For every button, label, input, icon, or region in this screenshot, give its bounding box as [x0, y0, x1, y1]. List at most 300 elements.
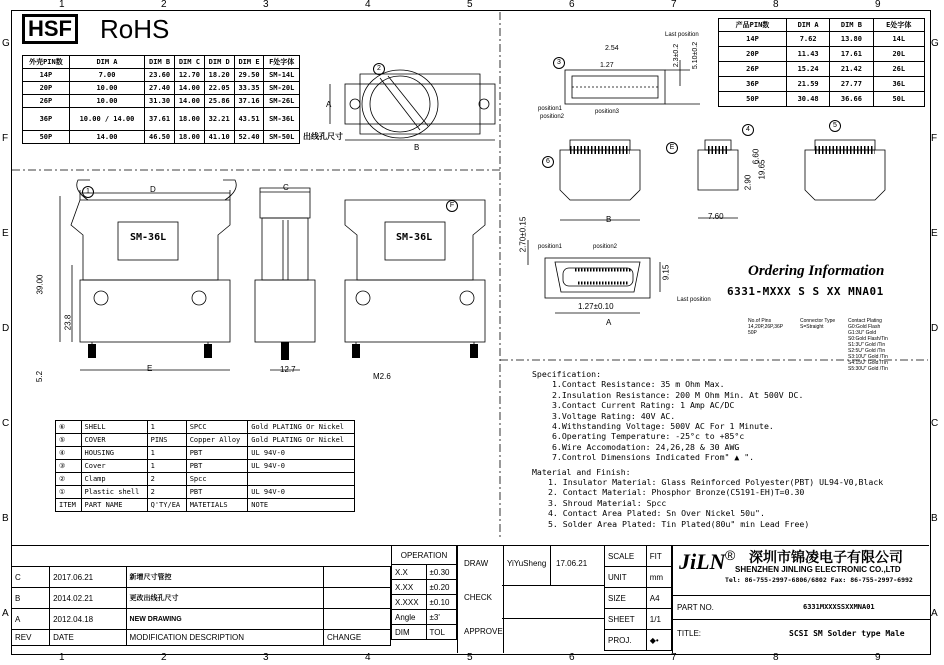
- dim-cell: 18.20: [204, 69, 234, 82]
- dim-header-cell: DIM E: [234, 56, 264, 69]
- tolerance-cell: X.XXX: [392, 595, 427, 610]
- label-d: D: [150, 185, 156, 194]
- dim-cell: 29.50: [234, 69, 264, 82]
- revision-row: [12, 588, 391, 609]
- dim-cell: 20P: [23, 82, 70, 95]
- revision-header-cell: DATE: [50, 630, 126, 646]
- zone-row-marker: F: [931, 133, 938, 144]
- zone-column-marker: 6: [569, 652, 575, 663]
- dim-header-cell: F处字体: [264, 56, 300, 69]
- plating-option: S3:10U" Gold /Tin: [848, 354, 888, 360]
- bom-cell: UL 94V-0: [248, 460, 355, 473]
- tolerance-footer-cell: DIM: [392, 625, 427, 640]
- dim-table-row: [719, 32, 925, 47]
- part-no-label: PART NO.: [677, 603, 714, 612]
- zone-row-marker: F: [2, 133, 9, 144]
- dim-header-cell: DIM B: [145, 56, 175, 69]
- dim-cell: 7.00: [69, 69, 144, 82]
- callout-bubble: 3: [553, 57, 565, 69]
- tolerance-title: OPERATION: [392, 546, 457, 565]
- bom-cell: 2: [147, 486, 186, 499]
- material-item: 1. Insulator Material: Glass Reinforced Polyester(PBT) UL94-V0,Black: [548, 477, 884, 488]
- zone-column-marker: 8: [773, 0, 779, 10]
- dim-2-54: 2.54: [605, 45, 619, 52]
- dim-table-left: [22, 55, 300, 144]
- dim-header-cell: E处字体: [873, 19, 924, 32]
- dim-23-8: 23.8: [63, 314, 73, 331]
- dim-6-60: 6.60: [751, 148, 761, 165]
- plating-option: S1:3U" Gold /Tin: [848, 342, 886, 348]
- dim-table-row: [719, 47, 925, 62]
- plating-option: S4:15U" Gold /Tin: [848, 360, 888, 366]
- company-logo: JiLN: [679, 549, 726, 574]
- dim-cell: 14L: [873, 32, 924, 47]
- bom-row: [56, 447, 355, 460]
- tolerance-table: [391, 545, 457, 640]
- divider: [502, 585, 604, 586]
- revision-cell: 2017.06.21: [50, 567, 126, 588]
- revision-header-cell: MODIFICATION DESCRIPTION: [126, 630, 323, 646]
- dim-cell: 52.40: [234, 131, 264, 144]
- revision-cell: A: [12, 609, 50, 630]
- dim-9-15: 9.15: [661, 264, 671, 281]
- bom-cell: PBT: [186, 460, 248, 473]
- dim-cell: 37.16: [234, 95, 264, 108]
- dim-table-row: [719, 92, 925, 107]
- title-label: TITLE:: [677, 629, 702, 638]
- scale-label: PROJ.: [605, 630, 647, 651]
- plating-option: G1:3U" Gold: [848, 330, 877, 336]
- scale-label: SCALE: [605, 546, 647, 567]
- spec-item: 3.Contact Current Rating: 1 Amp AC/DC: [552, 400, 735, 411]
- callout-bubble: 1: [82, 186, 94, 198]
- callout-bubble: 2: [373, 63, 385, 75]
- bom-header-cell: Q'TY/EA: [147, 499, 186, 512]
- label-a: A: [326, 100, 332, 109]
- draw-date: 17.06.21: [556, 559, 588, 568]
- dim-cell: 26P: [23, 95, 70, 108]
- label-a-right: A: [606, 318, 612, 327]
- ordering-connector: Connector Type S=Straight: [800, 318, 836, 330]
- bom-cell: Clamp: [81, 473, 147, 486]
- dim-cell: 27.40: [145, 82, 175, 95]
- bom-cell: ①: [56, 486, 82, 499]
- bom-cell: ③: [56, 460, 82, 473]
- position1-bottom: position1: [538, 244, 563, 250]
- ordering-plating: [848, 318, 888, 372]
- zone-row-marker: D: [931, 323, 939, 334]
- bom-header-cell: MATETIALS: [186, 499, 248, 512]
- specifications: [532, 369, 883, 529]
- bom-cell: Gold PLATING Or Nickel: [248, 421, 355, 434]
- ordering-code: 6331-MXXX S S XX MNA01: [727, 285, 884, 298]
- revision-header: [12, 630, 391, 646]
- bom-cell: [248, 473, 355, 486]
- revision-header-cell: CHANGE: [323, 630, 390, 646]
- scale-value: A4: [646, 588, 671, 609]
- bom-cell: COVER: [81, 434, 147, 447]
- zone-column-marker: 5: [467, 0, 473, 10]
- dim-cell: 36P: [23, 108, 70, 131]
- scale-row: [605, 588, 672, 609]
- plating-option: G0:Gold Flash: [848, 324, 881, 330]
- dim-cell: 36L: [873, 77, 924, 92]
- drawer-name: YiYuSheng: [507, 559, 547, 568]
- bom-cell: Spcc: [186, 473, 248, 486]
- spec-item: 6.Operating Temperature: -25°c to +85°c: [552, 431, 745, 442]
- tolerance-row: [392, 580, 457, 595]
- revision-change-cell: [323, 609, 390, 630]
- bom-cell: UL 94V-0: [248, 447, 355, 460]
- plating-option: Contact Plating: [848, 318, 882, 324]
- bom-cell: Cover: [81, 460, 147, 473]
- zone-column-marker: 5: [467, 652, 473, 663]
- zone-row-marker: G: [2, 38, 10, 49]
- zone-column-marker: 6: [569, 0, 575, 10]
- bom-row: [56, 460, 355, 473]
- dim-cell: 10.00: [69, 82, 144, 95]
- dim-cell: SM-14L: [264, 69, 300, 82]
- dim-5-2: 5.2: [35, 370, 45, 383]
- divider: [550, 545, 551, 585]
- zone-column-marker: 1: [59, 652, 65, 663]
- dim-cell: 30.48: [786, 92, 829, 107]
- revision-change-cell: [323, 567, 390, 588]
- position2-bottom: position2: [593, 244, 618, 250]
- dim-12-7: 12.7: [280, 365, 296, 374]
- tolerance-cell: ±0.10: [426, 595, 456, 610]
- dim-cell: 25.86: [204, 95, 234, 108]
- position1-top: position1: [538, 106, 563, 112]
- dim-cell: 12.70: [174, 69, 204, 82]
- scale-row: [605, 546, 672, 567]
- dim-cell: 41.10: [204, 131, 234, 144]
- dim-cell: 37.61: [145, 108, 175, 131]
- draw-label: DRAW: [464, 559, 489, 568]
- bom-header-cell: PART NAME: [81, 499, 147, 512]
- bom-cell: HOUSING: [81, 447, 147, 460]
- dim-cell: 21.42: [830, 62, 873, 77]
- ordering-title: Ordering Information: [748, 263, 885, 279]
- dim-cell: SM-20L: [264, 82, 300, 95]
- revision-change-cell: [323, 588, 390, 609]
- shell-mark-right: SM-36L: [396, 232, 433, 243]
- dim-cell: 36.66: [830, 92, 873, 107]
- dim-cell: 32.21: [204, 108, 234, 131]
- signoff-labels: [457, 545, 504, 653]
- dim-table-header: [719, 19, 925, 32]
- dim-cell: 26P: [719, 62, 787, 77]
- dim-cell: 11.43: [786, 47, 829, 62]
- zone-row-marker: A: [931, 608, 938, 619]
- check-label: CHECK: [464, 593, 493, 602]
- revision-header-cell: REV: [12, 630, 50, 646]
- scale-value: mm: [646, 567, 671, 588]
- dim-cell: 10.00 / 14.00: [69, 108, 144, 131]
- dim-cell: 33.35: [234, 82, 264, 95]
- bom-cell: 1: [147, 447, 186, 460]
- zone-row-marker: B: [931, 513, 938, 524]
- bom-header-cell: NOTE: [248, 499, 355, 512]
- dim-39: 39.00: [35, 274, 45, 295]
- dim-cell: 23.60: [145, 69, 175, 82]
- scale-value: 1/1: [646, 609, 671, 630]
- dim-cell: 7.62: [786, 32, 829, 47]
- tolerance-cell: X.X: [392, 565, 427, 580]
- dim-table-row: [23, 108, 300, 131]
- dim-cell: 26L: [873, 62, 924, 77]
- zone-row-marker: C: [2, 418, 10, 429]
- dim-cell: 18.00: [174, 108, 204, 131]
- zone-column-marker: 8: [773, 652, 779, 663]
- dim-header-cell: DIM B: [830, 19, 873, 32]
- plating-option: S2:5U" Gold /Tin: [848, 348, 886, 354]
- scale-row: [605, 609, 672, 630]
- dim-header-cell: 产品PIN数: [719, 19, 787, 32]
- dim-cell: 14P: [719, 32, 787, 47]
- position2-top: position2: [540, 114, 565, 120]
- dim-1-27: 1.27: [600, 62, 614, 69]
- callout-bubble: F: [446, 200, 458, 212]
- bom-cell: ②: [56, 473, 82, 486]
- bom-cell: SPCC: [186, 421, 248, 434]
- scale-row: [605, 567, 672, 588]
- dim-cell: 20L: [873, 47, 924, 62]
- zone-column-marker: 9: [875, 0, 881, 10]
- dim-header-cell: DIM C: [174, 56, 204, 69]
- dim-cell: 50L: [873, 92, 924, 107]
- dim-1-27b: 1.27±0.10: [578, 302, 614, 311]
- dim-table-row: [23, 131, 300, 144]
- tolerance-cell: ±3': [426, 610, 456, 625]
- bom-cell: UL 94V-0: [248, 486, 355, 499]
- bom-header-cell: ITEM: [56, 499, 82, 512]
- plating-option: S5:30U" Gold /Tin: [848, 366, 888, 372]
- dim-2-3: 2.3±0.2: [673, 43, 681, 68]
- zone-column-marker: 2: [161, 0, 167, 10]
- zone-column-marker: 1: [59, 0, 65, 10]
- dim-table-row: [23, 95, 300, 108]
- spec-item: 7.Control Dimensions Indicated From" ▲ ".: [552, 452, 755, 463]
- revision-cell: 2014.02.21: [50, 588, 126, 609]
- dim-cell: SM-26L: [264, 95, 300, 108]
- spec-item: 4.Withstanding Voltage: 500V AC For 1 Minute.: [552, 421, 774, 432]
- bom-cell: ⑤: [56, 434, 82, 447]
- dim-cell: SM-50L: [264, 131, 300, 144]
- material-title: Material and Finish:: [532, 466, 631, 477]
- dim-cell: 17.61: [830, 47, 873, 62]
- dim-table-row: [719, 62, 925, 77]
- spec-item: 3.Voltage Rating: 40V AC.: [552, 410, 676, 421]
- scale-label: UNIT: [605, 567, 647, 588]
- dim-table-row: [23, 82, 300, 95]
- zone-row-marker: C: [931, 418, 939, 429]
- spec-item: 6.Wire Accomodation: 24,26,28 & 30 AWG: [552, 441, 740, 452]
- tolerance-cell: Angle: [392, 610, 427, 625]
- zone-column-marker: 7: [671, 652, 677, 663]
- bom-cell: Gold PLATING Or Nickel: [248, 434, 355, 447]
- bom-table: [55, 420, 355, 512]
- zone-row-marker: D: [2, 323, 10, 334]
- dim-cell: 21.59: [786, 77, 829, 92]
- scale-table: [604, 545, 672, 651]
- dim-table-right: [718, 18, 925, 107]
- hsf-mark: HSF: [22, 14, 78, 44]
- scale-value: FIT: [646, 546, 671, 567]
- callout-bubble: E: [666, 142, 678, 154]
- dim-table-row: [719, 77, 925, 92]
- dim-19-65: 19.65: [757, 159, 767, 180]
- company-name-cn: 深圳市锦凌电子有限公司: [749, 549, 903, 565]
- bom-cell: 2: [147, 473, 186, 486]
- bom-cell: ⑥: [56, 421, 82, 434]
- tolerance-cell: ±0.20: [426, 580, 456, 595]
- zone-column-marker: 2: [161, 652, 167, 663]
- dim-header-cell: 外壳PIN数: [23, 56, 70, 69]
- company-name-en: SHENZHEN JINLING ELECTRONIC CO.,LTD: [735, 565, 901, 574]
- tolerance-cell: ±0.30: [426, 565, 456, 580]
- part-no-value: 6331MXXXSSXXMNA01: [803, 603, 875, 611]
- dim-cell: 43.51: [234, 108, 264, 131]
- dim-cell: 14.00: [174, 95, 204, 108]
- registered-mark: ®: [725, 547, 736, 563]
- dim-cell: 10.00: [69, 95, 144, 108]
- tolerance-row: [392, 610, 457, 625]
- bom-cell: PINS: [147, 434, 186, 447]
- bom-header: [56, 499, 355, 512]
- scale-row: [605, 630, 672, 651]
- title-value: SCSI SM Solder type Male: [789, 629, 905, 638]
- bom-cell: PBT: [186, 486, 248, 499]
- last-position-bottom: Last position: [677, 297, 711, 303]
- material-item: 4. Contact Area Plated: Sn Over Nickel 50u".: [548, 508, 765, 519]
- dim-2-90: 2.90: [743, 174, 753, 191]
- zone-row-marker: G: [931, 38, 939, 49]
- bom-row: [56, 473, 355, 486]
- bom-row: [56, 486, 355, 499]
- dim-cell: 46.50: [145, 131, 175, 144]
- revision-row: [12, 609, 391, 630]
- dim-cell: 27.77: [830, 77, 873, 92]
- zone-row-marker: E: [931, 228, 938, 239]
- dim-cell: 31.30: [145, 95, 175, 108]
- dim-table-row: [23, 69, 300, 82]
- zone-row-marker: A: [2, 608, 9, 619]
- revision-cell: NEW DRAWING: [126, 609, 323, 630]
- bom-row: [56, 434, 355, 447]
- spec-item: 1.Contact Resistance: 35 m Ohm Max.: [552, 379, 725, 390]
- material-item: 3. Shroud Material: Spcc: [548, 497, 667, 508]
- revision-cell: 更改出线孔尺寸: [126, 588, 323, 609]
- revision-row: [12, 567, 391, 588]
- zone-column-marker: 4: [365, 0, 371, 10]
- dim-m2-6: M2.6: [373, 372, 391, 381]
- divider: [502, 618, 604, 619]
- dim-cell: 22.05: [204, 82, 234, 95]
- dim-cell: 20P: [719, 47, 787, 62]
- bom-cell: Plastic shell: [81, 486, 147, 499]
- zone-column-marker: 7: [671, 0, 677, 10]
- zone-column-marker: 9: [875, 652, 881, 663]
- bom-cell: Copper Alloy: [186, 434, 248, 447]
- dim-cell: 14P: [23, 69, 70, 82]
- material-item: 2. Contact Material: Phosphor Bronze(C5191-EH)T=0.30: [548, 487, 805, 498]
- bom-cell: 1: [147, 421, 186, 434]
- rohs-mark: RoHS: [100, 14, 170, 44]
- tolerance-row: [392, 565, 457, 580]
- bom-cell: SHELL: [81, 421, 147, 434]
- dim-cell: 14.00: [174, 82, 204, 95]
- scale-label: SHEET: [605, 609, 647, 630]
- company-contact: Tel: 86-755-2997-6806/6802 Fax: 86-755-2997-6992: [725, 576, 913, 584]
- dim-table-header: [23, 56, 300, 69]
- company-block: [672, 545, 930, 653]
- dim-cell: 13.80: [830, 32, 873, 47]
- dim-cell: 50P: [719, 92, 787, 107]
- dim-cell: 18.00: [174, 131, 204, 144]
- revision-cell: 新增尺寸管控: [126, 567, 323, 588]
- dim-cell: 14.00: [69, 131, 144, 144]
- approve-label: APPROVE: [464, 627, 503, 636]
- zone-row-marker: B: [2, 513, 9, 524]
- plating-option: S0:Gold Flash/Tin: [848, 336, 888, 342]
- revision-cell: C: [12, 567, 50, 588]
- ordering-pins: No.of Pins 14,20P,26P,36P 50P: [748, 318, 784, 336]
- label-c: C: [283, 183, 289, 192]
- last-position-top: Last position: [665, 32, 699, 38]
- zone-row-marker: E: [2, 228, 9, 239]
- zone-column-marker: 3: [263, 0, 269, 10]
- material-item: 5. Solder Area Plated: Tin Plated(80u" min Lead Free): [548, 518, 810, 529]
- dim-cell: 15.24: [786, 62, 829, 77]
- tolerance-row: [392, 595, 457, 610]
- callout-bubble: 5: [829, 120, 841, 132]
- dim-cell: 36P: [719, 77, 787, 92]
- spec-title: Specification:: [532, 369, 602, 379]
- dim-2-70: 2.70±0.15: [518, 216, 528, 253]
- bom-cell: ④: [56, 447, 82, 460]
- zone-column-marker: 3: [263, 652, 269, 663]
- shell-mark-left: SM-36L: [130, 232, 167, 243]
- dim-5-10: 5.10±0.2: [692, 41, 700, 70]
- position3-top: position3: [595, 109, 620, 115]
- dim-header-cell: DIM A: [786, 19, 829, 32]
- label-b: B: [414, 143, 420, 152]
- tolerance-cell: X.XX: [392, 580, 427, 595]
- tolerance-header: [392, 546, 457, 565]
- label-e: E: [147, 364, 153, 373]
- label-b-right: B: [606, 215, 612, 224]
- dim-header-cell: DIM A: [69, 56, 144, 69]
- scale-label: SIZE: [605, 588, 647, 609]
- cut-hole-note: 出线孔尺寸: [303, 132, 343, 141]
- tolerance-footer-cell: TOL: [426, 625, 456, 640]
- zone-column-marker: 4: [365, 652, 371, 663]
- dim-header-cell: DIM D: [204, 56, 234, 69]
- projection-icon: ◆•: [646, 630, 671, 651]
- dim-cell: 50P: [23, 131, 70, 144]
- bom-cell: 1: [147, 460, 186, 473]
- revision-cell: B: [12, 588, 50, 609]
- bom-cell: PBT: [186, 447, 248, 460]
- spec-item: 2.Insulation Resistance: 200 M Ohm Min. At 500V DC.: [552, 389, 804, 400]
- tolerance-footer: [392, 625, 457, 640]
- dim-cell: SM-36L: [264, 108, 300, 131]
- revision-cell: 2012.04.18: [50, 609, 126, 630]
- dim-7-60: 7.60: [708, 212, 724, 221]
- callout-bubble: 4: [742, 124, 754, 136]
- callout-bubble: 6: [542, 156, 554, 168]
